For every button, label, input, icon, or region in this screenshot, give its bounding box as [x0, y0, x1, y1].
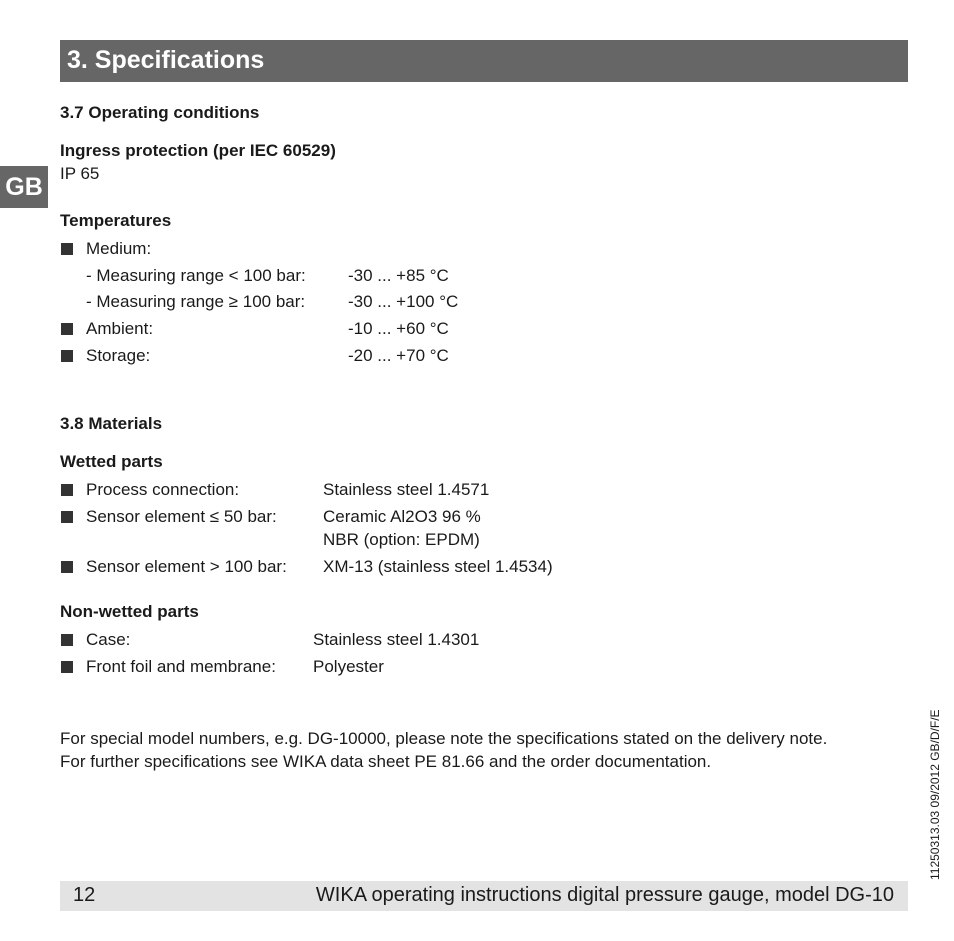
ingress-protection-heading: Ingress protection (per IEC 60529): [60, 141, 336, 160]
range-lt100-value: -30 ... +85 °C: [348, 266, 449, 285]
bullet-icon: [61, 484, 73, 496]
ambient-value: -10 ... +60 °C: [348, 319, 449, 338]
page-footer: [60, 881, 908, 911]
ingress-protection-value: IP 65: [60, 164, 100, 183]
section-title: 3. Specifications: [67, 46, 265, 74]
sensor-le50-value-1: Ceramic Al2O3 96 %: [323, 507, 481, 526]
storage-label: Storage:: [86, 346, 151, 365]
note-line-1: For special model numbers, e.g. DG-10000, please note the specifications stated on the delivery note.: [60, 729, 828, 748]
case-label: Case:: [86, 630, 131, 649]
bullet-icon: [61, 350, 73, 362]
footer-title: WIKA operating instructions digital pressure gauge, model DG-10: [315, 884, 894, 906]
document-code: 11250313.03 09/2012 GB/D/F/E: [928, 709, 942, 880]
sensor-le50-value-2: NBR (option: EPDM): [323, 530, 480, 549]
range-ge100-label: - Measuring range ≥ 100 bar:: [86, 292, 306, 311]
range-ge100-value: -30 ... +100 °C: [348, 292, 459, 311]
process-connection-value: Stainless steel 1.4571: [323, 480, 490, 499]
subsection-heading-materials: 3.8 Materials: [60, 414, 163, 433]
section-header-bar: [60, 40, 908, 82]
process-connection-label: Process connection:: [86, 480, 240, 499]
case-value: Stainless steel 1.4301: [313, 630, 480, 649]
page-number: 12: [73, 884, 96, 906]
sensor-gt100-label: Sensor element > 100 bar:: [86, 557, 287, 576]
range-lt100-label: - Measuring range < 100 bar:: [86, 266, 306, 285]
storage-value: -20 ... +70 °C: [348, 346, 449, 365]
medium-label: Medium:: [86, 239, 152, 258]
front-foil-value: Polyester: [313, 657, 384, 676]
note-line-2: For further specifications see WIKA data sheet PE 81.66 and the order documentation.: [60, 752, 712, 771]
sensor-gt100-value: XM-13 (stainless steel 1.4534): [323, 557, 553, 576]
bullet-icon: [61, 511, 73, 523]
front-foil-label: Front foil and membrane:: [86, 657, 276, 676]
wetted-parts-heading: Wetted parts: [60, 452, 163, 471]
bullet-icon: [61, 634, 73, 646]
bullet-icon: [61, 561, 73, 573]
bullet-icon: [61, 243, 73, 255]
non-wetted-parts-heading: Non-wetted parts: [60, 602, 199, 621]
bullet-icon: [61, 323, 73, 335]
sensor-le50-label: Sensor element ≤ 50 bar:: [86, 507, 277, 526]
subsection-heading-operating-conditions: 3.7 Operating conditions: [60, 103, 260, 122]
temperatures-heading: Temperatures: [60, 211, 172, 230]
ambient-label: Ambient:: [86, 319, 154, 338]
bullet-icon: [61, 661, 73, 673]
language-tab: GB: [0, 166, 48, 208]
